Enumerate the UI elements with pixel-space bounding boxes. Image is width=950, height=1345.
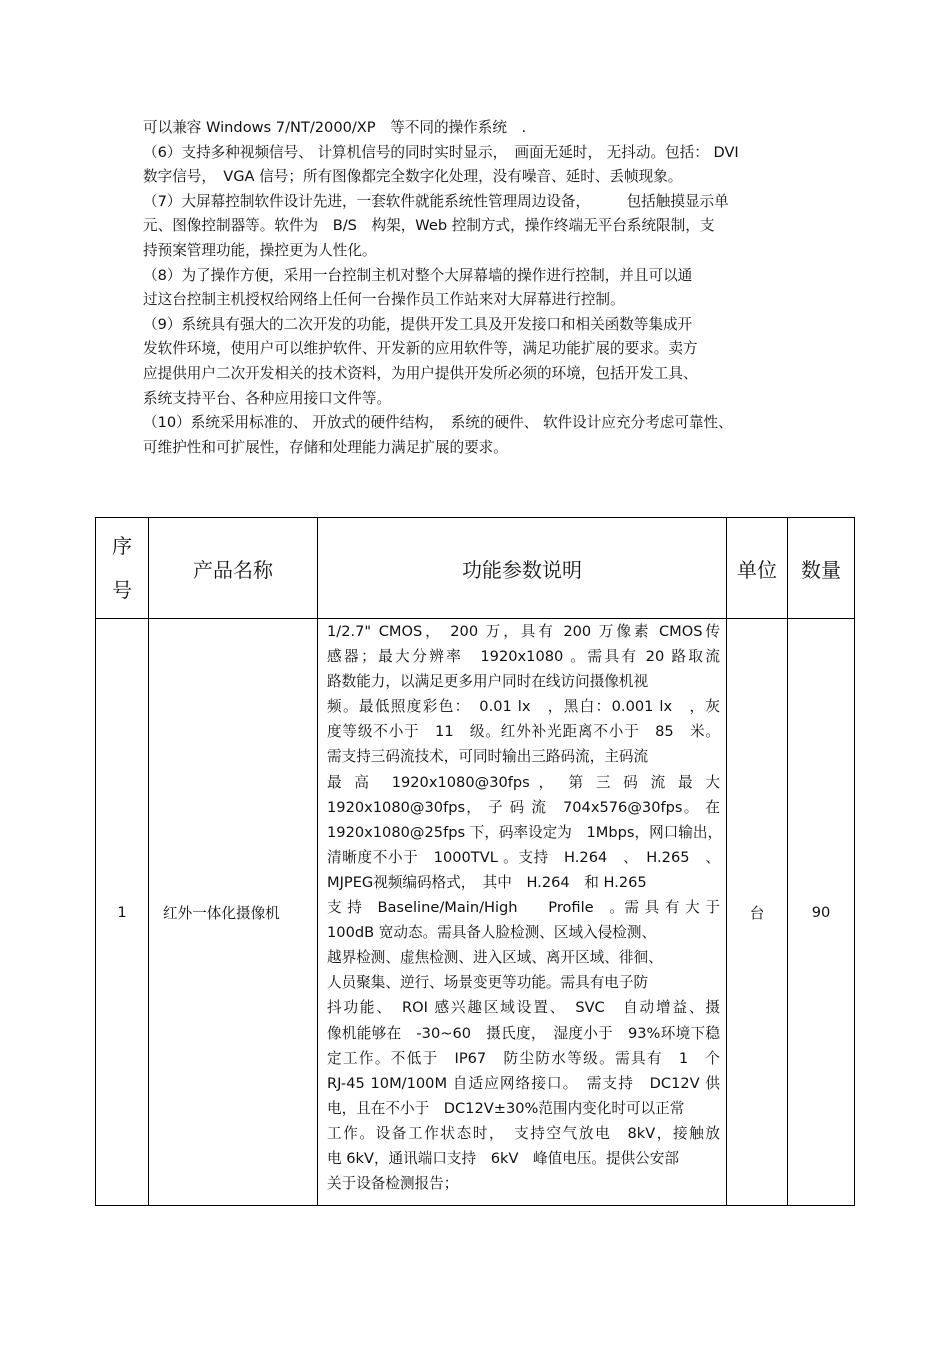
desc-line: 工作。设备工作状态时， 支持空气放电 8kV，接触放 <box>327 1124 720 1142</box>
desc-line: 路数能力，以满足更多用户同时在线访问摄像机视 <box>327 673 649 691</box>
desc-line: 关于设备检测报告； <box>327 1175 459 1193</box>
paragraph-line: 可维护性和可扩展性，存储和处理能力满足扩展的要求。 <box>143 438 508 456</box>
desc-line: 越界检测、虚焦检测、进入区域、离开区域、徘徊、 <box>327 949 663 967</box>
header-product-name: 产品名称 <box>149 518 318 619</box>
desc-line: 100dB 宽动态。需具备人脸检测、区域入侵检测、 <box>327 924 657 942</box>
table-header-row <box>96 518 855 619</box>
paragraph-line: （10）系统采用标准的、 开放式的硬件结构， 系统的硬件、 软件设计应充分考虑可靠性、 <box>143 414 733 432</box>
paragraph-line: 数字信号， VGA 信号；所有图像都完全数字化处理，没有噪音、延时、丢帧现象。 <box>143 168 683 186</box>
header-seq: 序 号 <box>96 518 149 619</box>
paragraph-line: 元、图像控制器等。软件为 B/S 构架，Web 控制方式，操作终端无平台系统限制，支 <box>143 217 715 235</box>
desc-line: 电，且在不小于 DC12V±30%范围内变化时可以正常 <box>327 1099 685 1117</box>
paragraph-line: （9）系统具有强大的二次开发的功能，提供开发工具及开发接口和相关函数等集成开 <box>143 315 693 333</box>
cell-seq: 1 <box>96 619 149 1206</box>
desc-line: RJ-45 10M/100M 自适应网络接口。 需支持 DC12V 供 <box>327 1074 720 1092</box>
desc-line: MJPEG视频编码格式， 其中 H.264 和 H.265 <box>327 873 647 891</box>
desc-line: 最 高 1920x1080@30fps ， 第 三 码 流 最 大 <box>327 773 720 791</box>
table-row <box>96 619 855 1206</box>
cell-quantity: 90 <box>788 619 855 1206</box>
body-paragraphs <box>143 116 823 460</box>
desc-line: 需支持三码流技术，可同时输出三路码流，主码流 <box>327 748 649 766</box>
desc-line: 电 6kV，通讯端口支持 6kV 峰值电压。提供公安部 <box>327 1149 679 1167</box>
paragraph-line: （6）支持多种视频信号、 计算机信号的同时实时显示， 画面无延时， 无抖动。包括： DVI <box>143 143 739 161</box>
desc-line: 支 持 Baseline/Main/High Profile 。需 具 有 大 于 <box>327 899 720 917</box>
desc-line: 频。最低照度彩色： 0.01 lx ，黑白：0.001 lx ，灰 <box>327 698 720 716</box>
desc-line: 抖功能、 ROI 感兴趣区域设置、 SVC 自动增益、摄 <box>327 999 720 1017</box>
product-spec-table <box>95 517 855 1206</box>
desc-line: 像机能够在 -30~60 摄氏度， 湿度小于 93%环境下稳 <box>327 1024 720 1042</box>
desc-line: 1920x1080@25fps 下，码率设定为 1Mbps，网口输出， <box>327 823 723 841</box>
paragraph-line: 发软件环境，使用户可以维护软件、开发新的应用软件等，满足功能扩展的要求。卖方 <box>143 340 698 358</box>
desc-line: 度等级不小于 11 级。红外补光距离不小于 85 米。 <box>327 723 720 741</box>
paragraph-line: 可以兼容 Windows 7/NT/2000/XP 等不同的操作系统 . <box>143 119 527 136</box>
paragraph-line: （8）为了操作方便，采用一台控制主机对整个大屏幕墙的操作进行控制，并且可以通 <box>143 266 693 284</box>
cell-product-name: 红外一体化摄像机 <box>149 619 318 1206</box>
cell-unit: 台 <box>727 619 788 1206</box>
paragraph-line: 应提供用户二次开发相关的技术资料，为用户提供开发所必须的环境，包括开发工具、 <box>143 364 698 382</box>
paragraph-line: （7）大屏幕控制软件设计先进，一套软件就能系统性管理周边设备， 包括触摸显示单 <box>143 192 729 210</box>
paragraph-line: 持预案管理功能，操控更为人性化。 <box>143 241 377 259</box>
header-quantity: 数量 <box>788 518 855 619</box>
header-description: 功能参数说明 <box>318 518 727 619</box>
desc-line: 定工作。不低于 IP67 防尘防水等级。需具有 1 个 <box>327 1049 720 1067</box>
paragraph-line: 系统支持平台、各种应用接口文件等。 <box>143 389 392 407</box>
desc-line: 1920x1080@30fps， 子 码 流 704x576@30fps。 在 <box>327 798 720 816</box>
desc-line: 感器；最大分辨率 1920x1080 。需具有 20 路取流 <box>327 648 720 666</box>
desc-line: 1/2.7" CMOS， 200 万，具有 200 万像素 CMOS传 <box>327 623 720 640</box>
header-unit: 单位 <box>727 518 788 619</box>
paragraph-line: 过这台控制主机授权给网络上任何一台操作员工作站来对大屏幕进行控制。 <box>143 291 625 309</box>
cell-description <box>318 619 727 1206</box>
desc-line: 人员聚集、逆行、场景变更等功能。需具有电子防 <box>327 974 649 992</box>
desc-line: 清晰度不小于 1000TVL 。支持 H.264 、 H.265 、 <box>327 848 720 866</box>
